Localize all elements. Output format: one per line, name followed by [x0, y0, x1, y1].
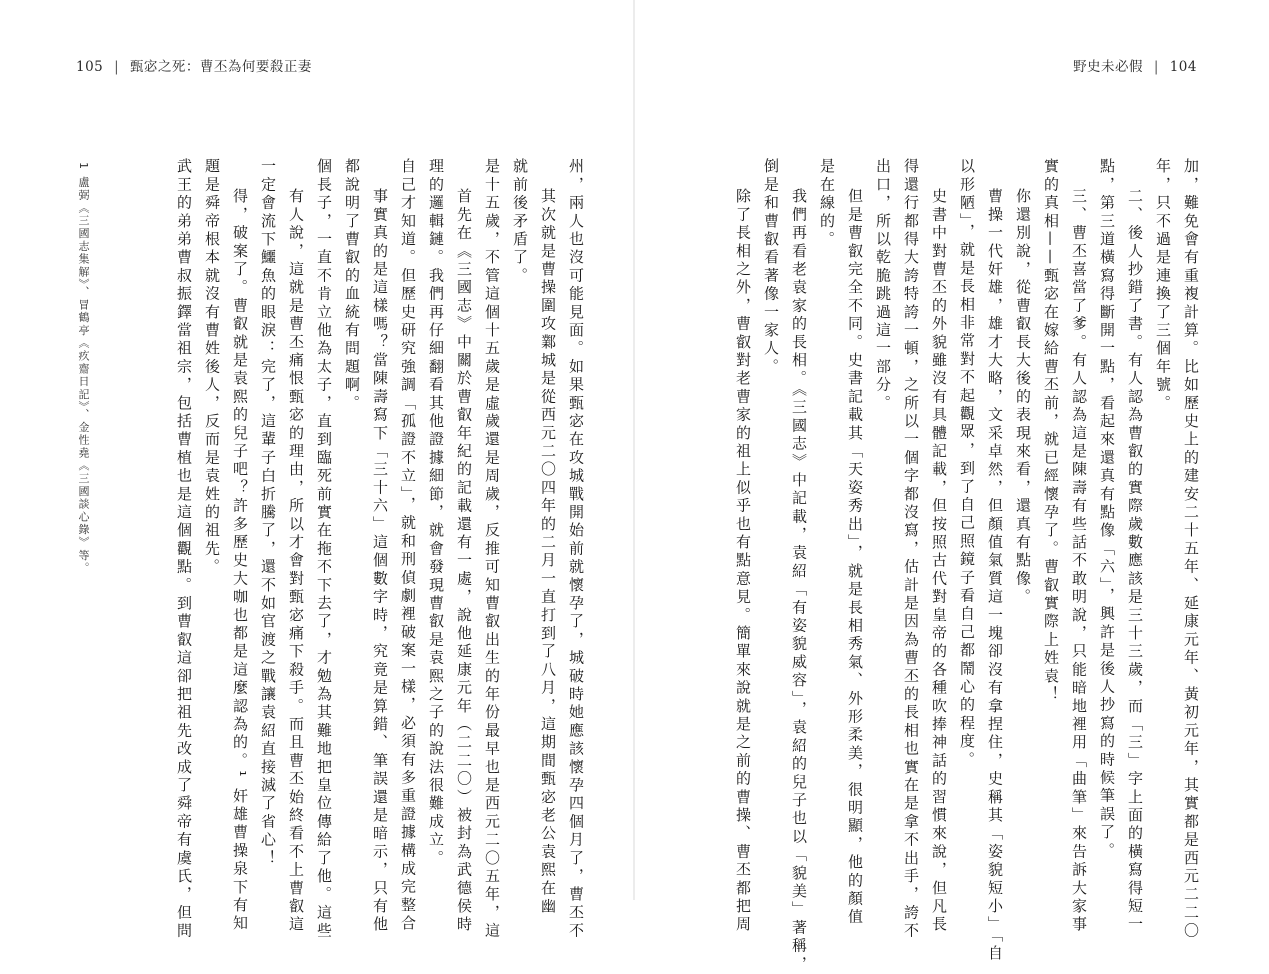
left-text-column-13: 就前後矛盾了。 — [511, 158, 529, 286]
left-text-column-4: 一定會流下鱷魚的眼淚：完了，這輩子白折騰了，還不如官渡之戰讓袁紹直接滅了省心！ — [259, 158, 277, 868]
left-text-column-12: 是十五歲，不管這個十五歲是虛歲還是周歲，反推可知曹叡出生的年份最早也是西元二〇五年，這 — [483, 158, 501, 941]
left-text-column-14: 其次就是曹操圍攻鄴城是從西元二〇四年的二月一直打到了八月，這期間甄宓老公袁熙在幽 — [539, 188, 557, 916]
footnote-number: 1 — [77, 162, 90, 171]
right-text-column-11: 得還行都得大誇特誇一頓，之所以一個字都沒寫，估計是因為曹丕的長相也實在是拿不出手，誇不 — [902, 158, 920, 941]
right-text-column-3: 二、後人抄錯了書。有人認為曹叡的實際歲數應該是三十三歲，而「三」字上面的橫寫得短一 — [1126, 188, 1144, 935]
left-text-column-5: 有人說，這就是曹丕痛恨甄宓的理由，所以才會對甄宓痛下殺手。而且曹丕始終看不上曹叡這 — [287, 188, 305, 935]
book-title: 野史未必假 — [1073, 59, 1144, 75]
header-separator: | — [1153, 59, 1159, 75]
header-separator: | — [114, 59, 120, 75]
left-text-column-15: 州，兩人也沒可能見面。如果甄宓在攻城戰開始前就懷孕了，城破時她應該懷孕四個月了，曹丕不 — [567, 158, 585, 941]
right-text-column-1: 加，難免會有重複計算。比如歷史上的建安二十五年、延康元年、黃初元年，其實都是西元二二〇 — [1182, 158, 1200, 941]
left-page-number: 105 — [76, 59, 104, 75]
right-page-number: 104 — [1169, 59, 1197, 75]
right-text-column-5: 三、曹丕喜當了爹。有人認為這是陳壽有些話不敢明說，只能暗地裡用「曲筆」來告訴大家事 — [1070, 188, 1088, 935]
right-text-column-16: 倒是和曹叡看著像一家人。 — [762, 158, 780, 377]
right-text-column-4: 點，第三道橫寫得斷開一點，看起來還真有點像「六」，興許是後人抄寫的時候筆誤了。 — [1098, 158, 1116, 861]
right-text-column-13: 但是曹叡完全不同。史書記載其「天姿秀出」，就是長相秀氣、外形柔美，很明顯，他的顏值 — [846, 188, 864, 927]
left-text-column-10: 理的邏輯鏈。我們再仔細翻看其他證據細節，就會發現曹叡是袁熙之子的說法很難成立。 — [427, 158, 445, 868]
left-text-column-8: 事實真的是這樣嗎？當陳壽寫下「三十六」這個數字時，究竟是算錯、筆誤還是暗示，只有他 — [371, 188, 389, 935]
left-page — [0, 0, 634, 941]
right-text-column-12: 出口，所以乾脆跳過這一部分。 — [874, 158, 892, 413]
right-text-column-17: 除了長相之外，曹叡對老曹家的祖上似乎也有點意見。簡單來說就是之前的曹操、曹丕都把周 — [734, 188, 752, 935]
right-page — [634, 0, 1269, 974]
footnote — [78, 162, 89, 862]
right-text-column-7: 你還別說，從曹叡長大後的表現來看，還真有點像。 — [1014, 188, 1032, 607]
chapter-title: 甄宓之死：曹丕為何要殺正妻 — [129, 59, 312, 75]
left-page-header — [76, 55, 312, 75]
right-text-column-6: 實的真相——甄宓在嫁給曹丕前，就已經懷孕了。曹叡實際上姓袁！ — [1042, 158, 1060, 704]
right-text-column-15: 我們再看老袁家的長相。《三國志》中記載，袁紹「有姿貌威容」，袁紹的兒子也以「貌美」著稱， — [790, 188, 808, 974]
footnote-text: 盧弼《三國志集解》、冒鶴亭《疚齋日記》、金性堯《三國談心錄》等。 — [77, 176, 90, 575]
right-text-column-10: 史書中對曹丕的外貌雖沒有具體記載，但按照古代對皇帝的各種吹捧神話的習慣來說，但凡長 — [930, 188, 948, 935]
left-text-column-1: 武王的弟弟曹叔振鐸當祖宗，包括曹植也是這個觀點。到曹叡這卻把祖先改成了舜帝有虞氏，但問 — [175, 158, 193, 941]
right-page-header — [1073, 55, 1197, 75]
left-text-column-7: 都說明了曹叡的血統有問題啊。 — [343, 158, 361, 413]
left-text-column-9: 自己才知道。但歷史研究強調「孤證不立」，就和刑偵劇裡破案一樣，必須有多重證據構成完整合 — [399, 158, 417, 934]
right-text-column-14: 是在線的。 — [818, 158, 836, 249]
right-text-column-2: 年，只不過是連換了三個年號。 — [1154, 158, 1172, 413]
left-text-column-11: 首先在《三國志》中關於曹叡年紀的記載還有一處，說他延康元年（二二〇）被封為武德侯時 — [455, 188, 473, 935]
left-text-column-3: 得，破案了。曹叡就是袁熙的兒子吧？許多歷史大咖也都是這麼認為的。¹ 奸雄曹操泉下有知 — [231, 188, 249, 934]
left-text-column-6: 個長子，一直不肯立他為太子，直到臨死前實在拖不下去了，才勉為其難地把皇位傳給了他。這些 — [315, 158, 333, 941]
right-text-column-9: 以形陋」，就是長相非常對不起觀眾，到了自己照鏡子看自己都鬧心的程度。 — [958, 158, 976, 770]
left-text-column-2: 題是舜帝根本就沒有曹姓後人，反而是袁姓的祖先。 — [203, 158, 221, 577]
right-text-column-8: 曹操一代奸雄，雄才大略，文采卓然，但顏值氣質這一塊卻沒有拿捏住，史稱其「姿貌短小」「自 — [986, 188, 1004, 964]
